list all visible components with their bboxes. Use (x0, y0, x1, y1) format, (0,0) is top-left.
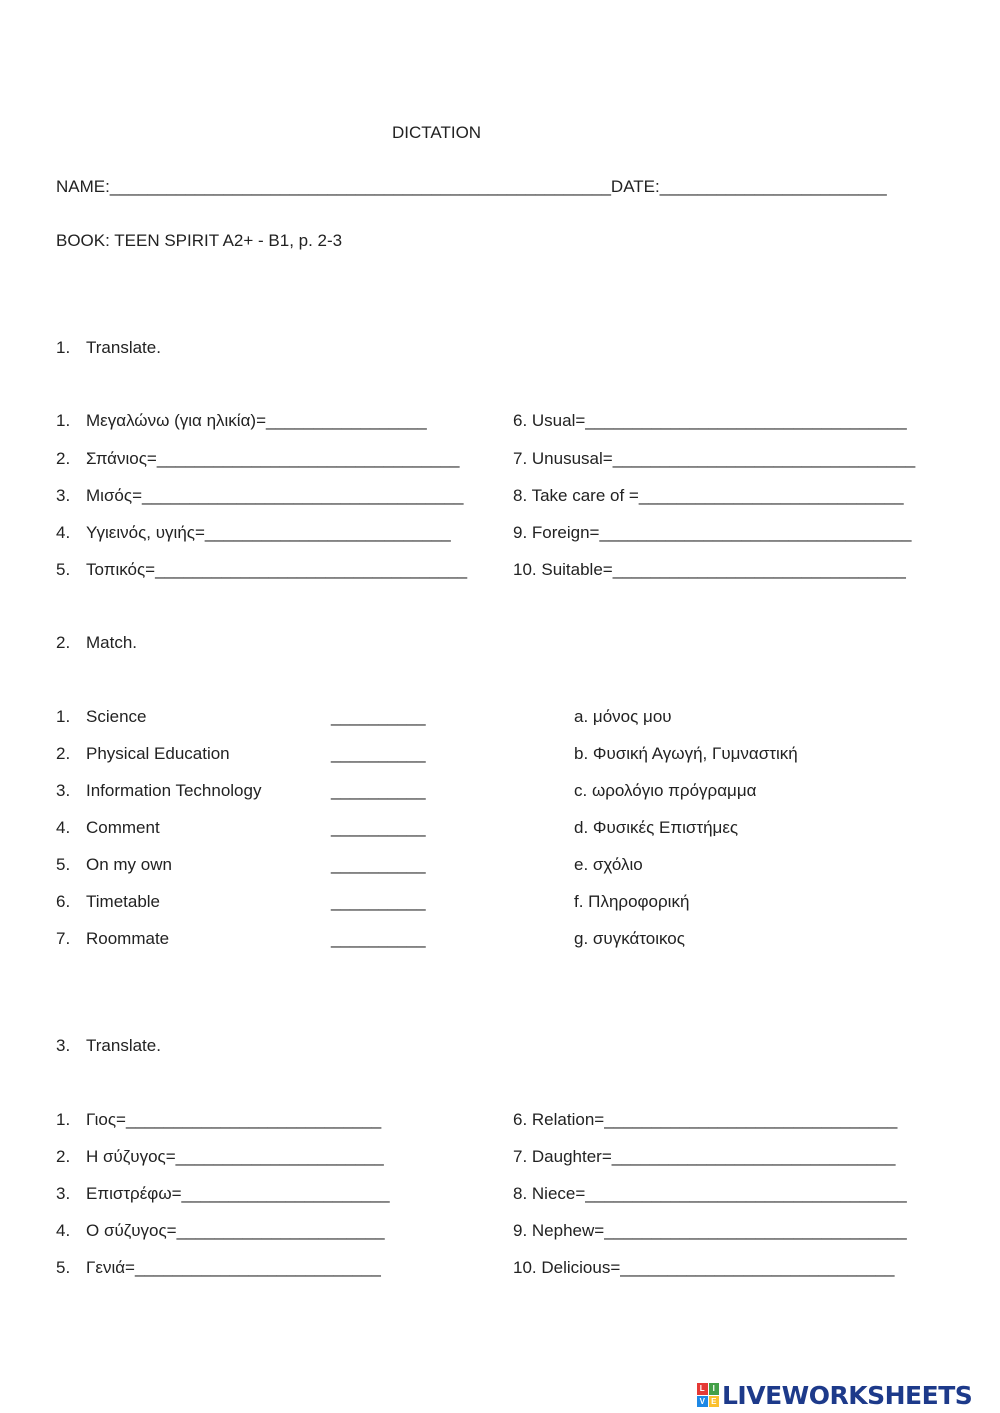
translate-item: 5. Τοπικός=_________________________________ (56, 560, 468, 579)
liveworksheets-logo (697, 1378, 997, 1412)
translate-item: 2. Σπάνιος=________________________________ (56, 449, 460, 468)
match-answer-blank[interactable]: __________ (331, 855, 426, 874)
match-option: c. ωρολόγιο πρόγραμμα (574, 781, 757, 800)
match-option: e. σχόλιο (574, 855, 643, 874)
logo-text: LIVEWORKSHEETS (722, 1380, 973, 1410)
match-answer-blank[interactable]: __________ (331, 818, 426, 837)
match-term: 6. Timetable (56, 892, 161, 911)
translate-item: 3. Επιστρέφω=______________________ (56, 1184, 390, 1203)
translate-item: 1. Γιος=___________________________ (56, 1110, 382, 1129)
translate-item: 6. Usual=__________________________________ (513, 411, 907, 430)
match-term: 1. Science (56, 707, 147, 726)
match-option: f. Πληροφορική (574, 892, 690, 911)
translate-item: 5. Γενιά=__________________________ (56, 1258, 381, 1277)
translate-item: 4. Υγιεινός, υγιής=__________________________ (56, 523, 451, 542)
section-3-title: 3. Translate. (56, 1036, 161, 1055)
match-option: a. μόνος μου (574, 707, 672, 726)
translate-item: 6. Relation=_______________________________ (513, 1110, 898, 1129)
match-answer-blank[interactable]: __________ (331, 744, 426, 763)
translate-item: 2. Η σύζυγος=______________________ (56, 1147, 384, 1166)
match-option: d. Φυσικές Επιστήμες (574, 818, 739, 837)
match-term: 5. On my own (56, 855, 172, 874)
match-term: 7. Roommate (56, 929, 170, 948)
section-2-title: 2. Match. (56, 633, 138, 652)
translate-item: 8. Take care of =____________________________ (513, 486, 904, 505)
translate-item: 10. Delicious=_____________________________ (513, 1258, 895, 1277)
logo-mark-icon: L I V E (697, 1383, 719, 1407)
translate-item: 10. Suitable=_______________________________ (513, 560, 906, 579)
translate-item: 7. Daughter=______________________________ (513, 1147, 896, 1166)
translate-item: 9. Foreign=_________________________________ (513, 523, 912, 542)
match-term: 2. Physical Education (56, 744, 230, 763)
section-1-title: 1. Translate. (56, 338, 161, 357)
match-term: 4. Comment (56, 818, 160, 837)
translate-item: 7. Unususal=________________________________ (513, 449, 916, 468)
match-answer-blank[interactable]: __________ (331, 892, 426, 911)
page-title: DICTATION (392, 123, 482, 142)
translate-item: 9. Nephew=________________________________ (513, 1221, 907, 1240)
translate-item: 8. Niece=__________________________________ (513, 1184, 907, 1203)
match-term: 3. Information Technology (56, 781, 262, 800)
match-option: b. Φυσική Αγωγή, Γυμναστική (574, 744, 798, 763)
name-date-line: NAME:_____________________________________________________DATE:________________________ (56, 177, 887, 196)
translate-item: 4. Ο σύζυγος=______________________ (56, 1221, 385, 1240)
book-reference: BOOK: TEEN SPIRIT A2+ - B1, p. 2-3 (56, 231, 343, 250)
translate-item: 1. Μεγαλώνω (για ηλικία)=_________________ (56, 411, 427, 430)
match-answer-blank[interactable]: __________ (331, 929, 426, 948)
match-answer-blank[interactable]: __________ (331, 781, 426, 800)
translate-item: 3. Μισός=__________________________________ (56, 486, 464, 505)
match-answer-blank[interactable]: __________ (331, 707, 426, 726)
match-option: g. συγκάτοικος (574, 929, 685, 948)
